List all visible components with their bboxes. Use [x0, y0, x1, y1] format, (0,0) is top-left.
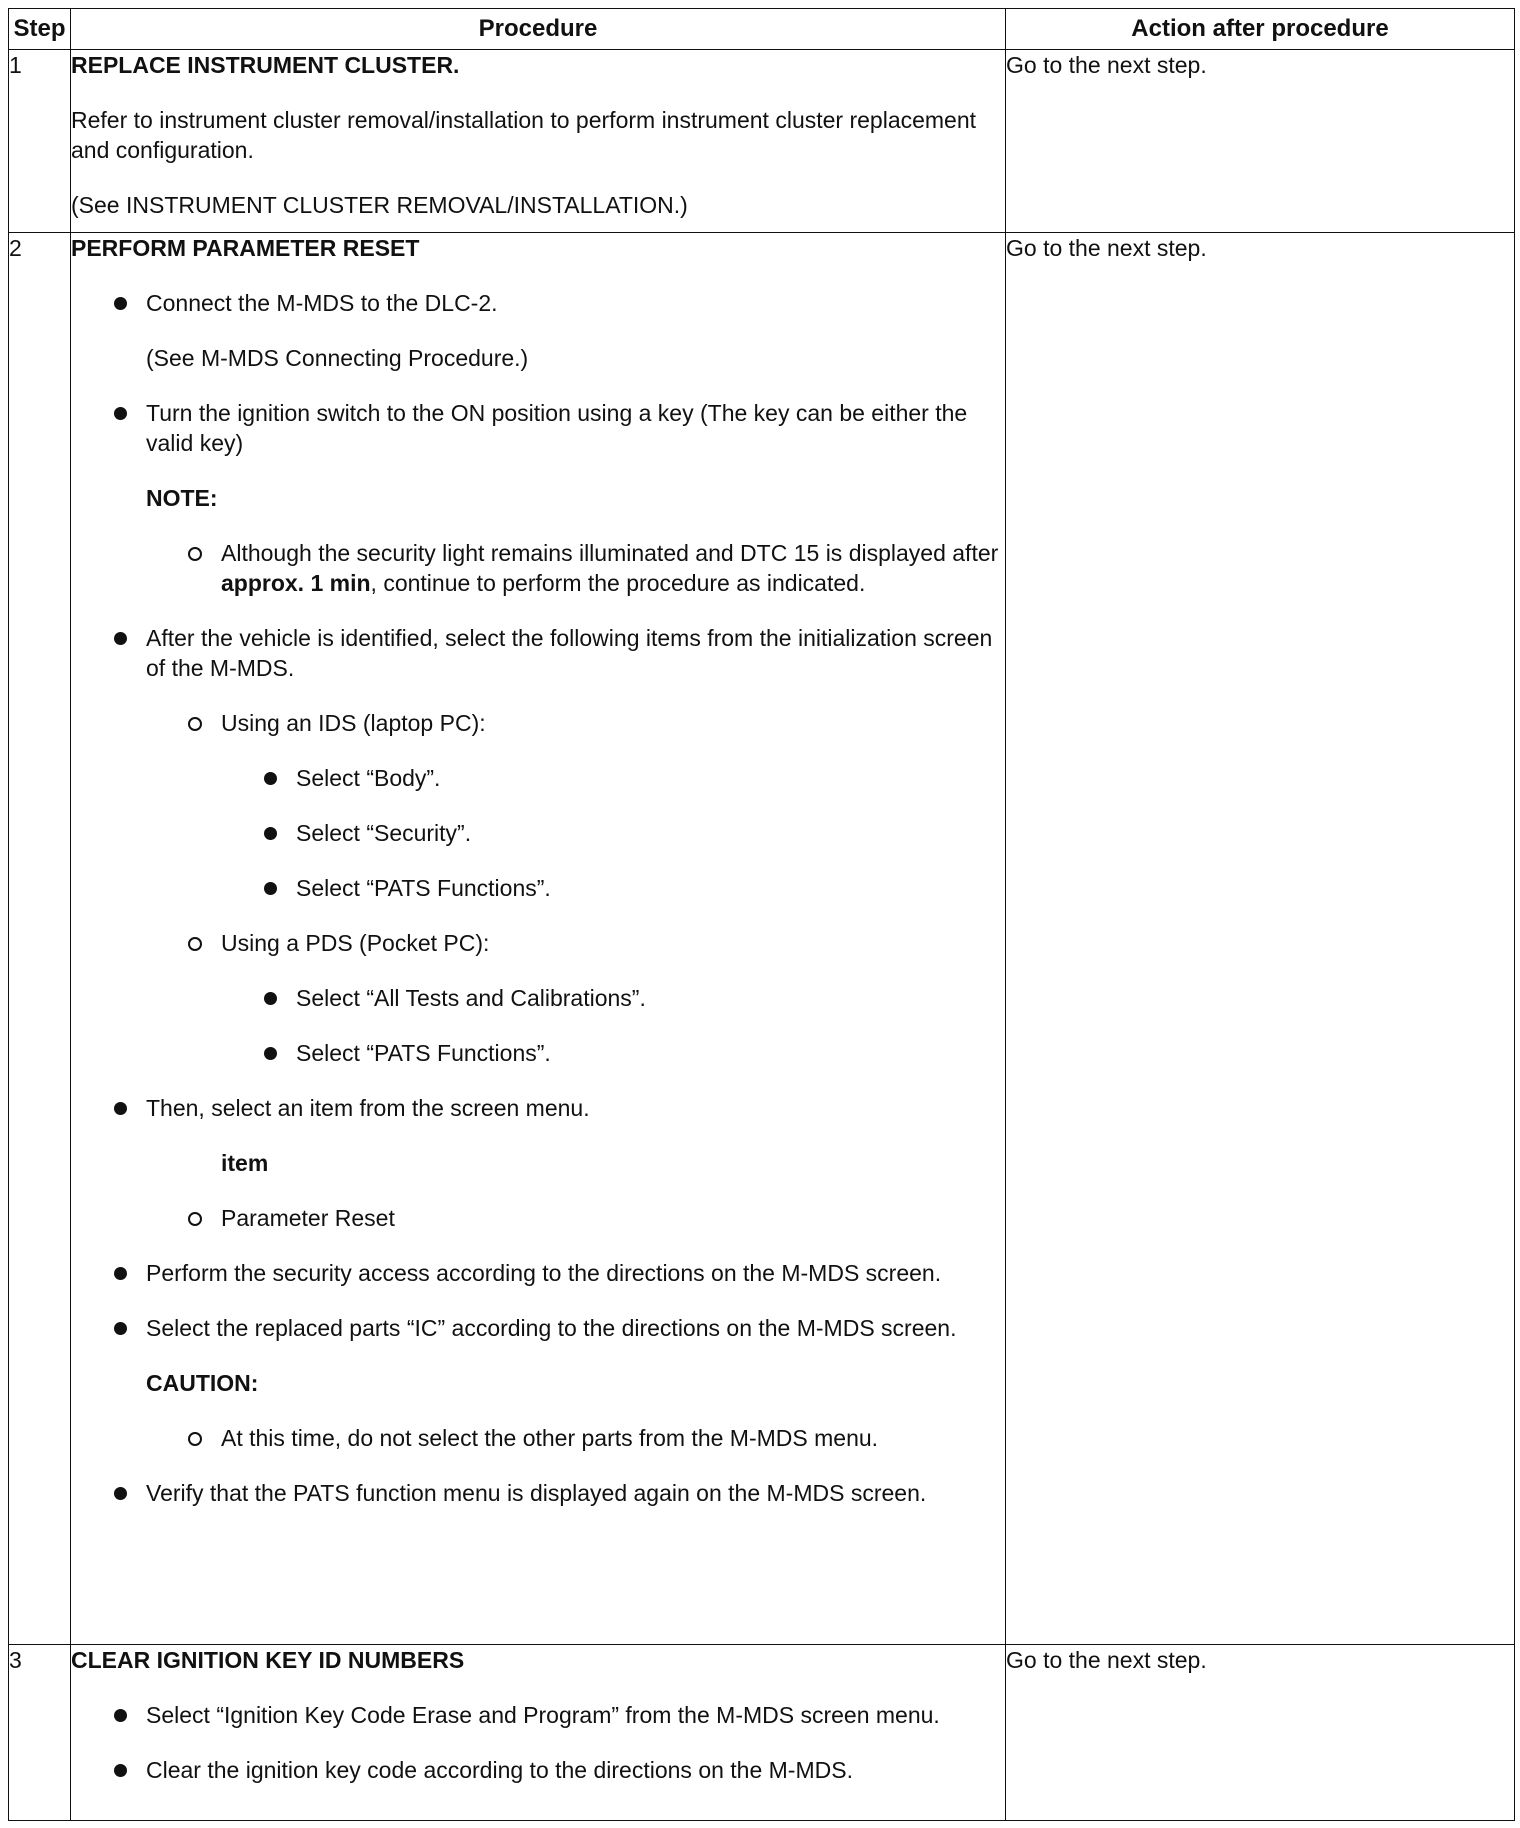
list-item: Using an IDS (laptop PC):	[71, 708, 1005, 738]
bullet-icon	[114, 1267, 127, 1280]
list-item: Although the security light remains illuminated and DTC 15 is displayed after approx. 1 min, continue to perform the procedure as indicated.	[71, 538, 1005, 598]
list-item: At this time, do not select the other parts from the M-MDS menu.	[71, 1423, 1005, 1453]
list-item: Then, select an item from the screen menu.	[71, 1093, 1005, 1123]
bullet-icon	[264, 992, 277, 1005]
circle-bullet-icon	[188, 547, 202, 561]
bullet-icon	[114, 632, 127, 645]
step-title: CLEAR IGNITION KEY ID NUMBERS	[71, 1647, 465, 1673]
list-item: After the vehicle is identified, select the following items from the initialization screen of the M-MDS.	[71, 623, 1005, 683]
list-item: Perform the security access according to the directions on the M-MDS screen.	[71, 1258, 1005, 1288]
table-header-row	[9, 9, 1515, 50]
list-item: Select “PATS Functions”.	[71, 1038, 1005, 1068]
list-item: Clear the ignition key code according to the directions on the M-MDS.	[71, 1755, 1005, 1785]
table-row-step-3	[9, 1645, 1515, 1821]
header-action: Action after procedure	[1006, 9, 1515, 50]
bullet-icon	[114, 1102, 127, 1115]
step-number: 2	[9, 233, 71, 1645]
list-item: Select the replaced parts “IC” according to the directions on the M-MDS screen.	[71, 1313, 1005, 1343]
procedure-cell	[71, 233, 1006, 1645]
circle-bullet-icon	[188, 1432, 202, 1446]
list-item: Select “Security”.	[71, 818, 1005, 848]
procedure-table	[8, 8, 1515, 1821]
action-cell: Go to the next step.	[1006, 233, 1515, 1645]
bullet-icon	[114, 407, 127, 420]
step-number: 3	[9, 1645, 71, 1821]
action-cell: Go to the next step.	[1006, 1645, 1515, 1821]
list-item: Parameter Reset	[71, 1203, 1005, 1233]
bullet-icon	[114, 1487, 127, 1500]
bullet-icon	[264, 882, 277, 895]
list-item: Turn the ignition switch to the ON position using a key (The key can be either the valid key)	[71, 398, 1005, 458]
list-item: Select “All Tests and Calibrations”.	[71, 983, 1005, 1013]
action-cell: Go to the next step.	[1006, 50, 1515, 233]
bullet-icon	[114, 297, 127, 310]
circle-bullet-icon	[188, 717, 202, 731]
item-label: item	[221, 1150, 269, 1176]
bullet-icon	[114, 1764, 127, 1777]
bullet-icon	[264, 1047, 277, 1060]
bullet-icon	[264, 772, 277, 785]
caution-label: CAUTION:	[146, 1370, 259, 1396]
list-item: Using a PDS (Pocket PC):	[71, 928, 1005, 958]
header-step: Step	[9, 9, 71, 50]
see-reference: (See INSTRUMENT CLUSTER REMOVAL/INSTALLATION.)	[71, 192, 688, 218]
circle-bullet-icon	[188, 937, 202, 951]
step-text: Refer to instrument cluster removal/installation to perform instrument cluster replacement and configuration.	[71, 107, 977, 163]
list-item: Connect the M-MDS to the DLC-2.	[71, 288, 1005, 318]
procedure-cell	[71, 1645, 1006, 1821]
bullet-icon	[114, 1322, 127, 1335]
step-number: 1	[9, 50, 71, 233]
list-item: Select “Ignition Key Code Erase and Program” from the M-MDS screen menu.	[71, 1700, 1005, 1730]
procedure-cell	[71, 50, 1006, 233]
step-title: REPLACE INSTRUMENT CLUSTER.	[71, 52, 460, 78]
bullet-icon	[114, 1709, 127, 1722]
list-item: Select “PATS Functions”.	[71, 873, 1005, 903]
bullet-icon	[264, 827, 277, 840]
step-title: PERFORM PARAMETER RESET	[71, 235, 420, 261]
table-row-step-2	[9, 233, 1515, 1645]
see-reference: (See M-MDS Connecting Procedure.)	[146, 345, 529, 371]
circle-bullet-icon	[188, 1212, 202, 1226]
table-row-step-1	[9, 50, 1515, 233]
list-item: Select “Body”.	[71, 763, 1005, 793]
list-item: Verify that the PATS function menu is displayed again on the M-MDS screen.	[71, 1478, 1005, 1508]
note-label: NOTE:	[146, 485, 218, 511]
header-procedure: Procedure	[71, 9, 1006, 50]
